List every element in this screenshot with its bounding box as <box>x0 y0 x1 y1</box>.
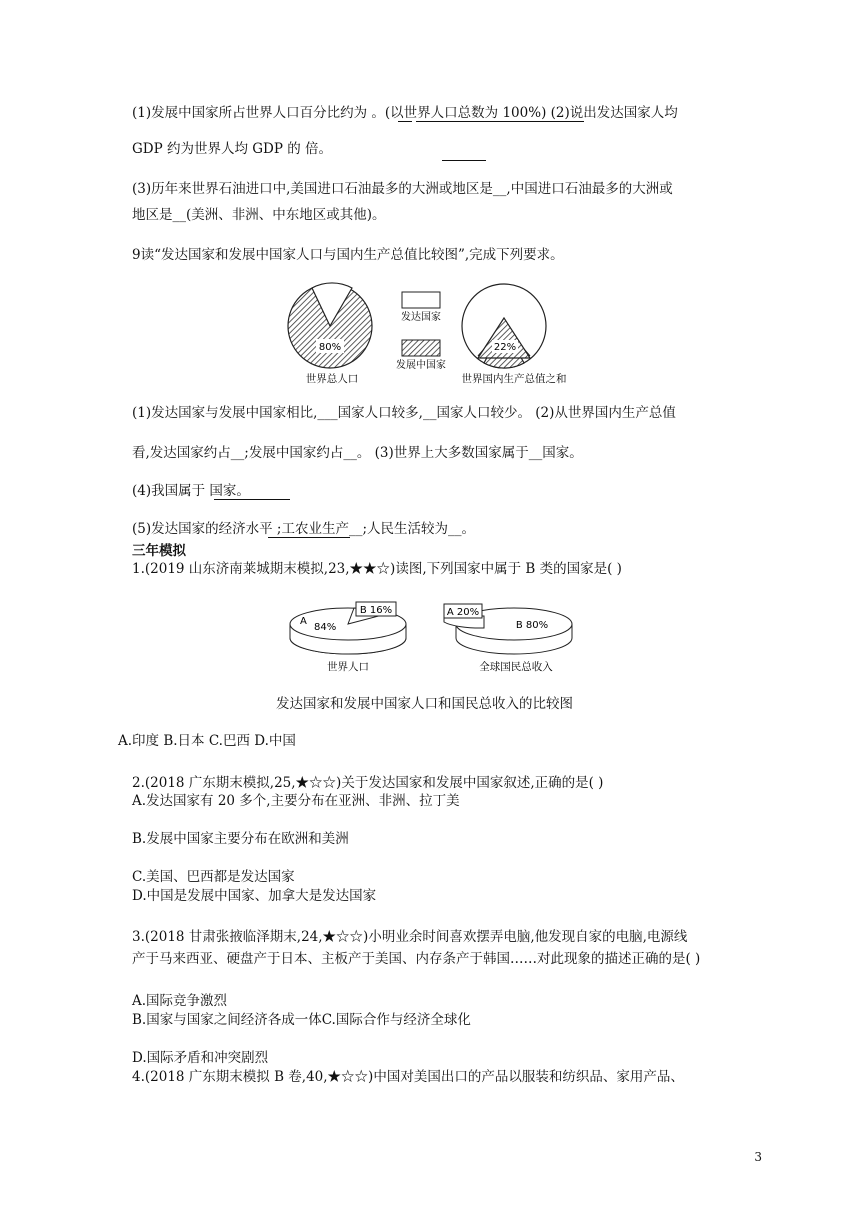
q9-subq4: (4)我国属于 国家。 <box>132 483 250 499</box>
left-slice-b-label: B 16% <box>359 605 393 616</box>
page-number: 3 <box>754 1150 762 1164</box>
section-title: 三年模拟 <box>132 543 186 559</box>
q8-line2: GDP 约为世界人均 GDP 的 倍。 <box>132 141 333 157</box>
left-disc-chart <box>290 602 406 654</box>
left-pie-chart <box>288 283 372 368</box>
answer-blank-underline <box>416 121 584 122</box>
right-pie-chart <box>462 284 546 368</box>
m2-option-c: C.美国、巴西都是发达国家 <box>132 869 295 885</box>
m3-option-bc: B.国家与国家之间经济各成一体C.国际合作与经济全球化 <box>132 1012 471 1028</box>
m1-figure-title: 发达国家和发展中国家人口和国民总收入的比较图 <box>276 696 573 712</box>
m1-options: A.印度 B.日本 C.巴西 D.中国 <box>118 733 296 749</box>
m1-stem: 1.(2019 山东济南莱城期末模拟,23,★★☆)读图,下列国家中属于 B 类的国家是( ) <box>132 561 622 577</box>
m2-stem: 2.(2018 广东期末模拟,25,★☆☆)关于发达国家和发展中国家叙述,正确的是( ) <box>132 775 604 791</box>
right-slice-a-label: A 20% <box>446 607 480 618</box>
right-pie-value: 22% <box>493 342 517 353</box>
q9-subq1: (1)发达国家与发展中国家相比,___国家人口较多,__国家人口较少。 (2)从世界国内生产总值 <box>132 405 676 421</box>
left-slice-a-value: 84% <box>314 622 337 633</box>
left-disc-caption: 世界人口 <box>327 661 369 673</box>
pie-comparison-figure <box>282 278 582 388</box>
answer-blank <box>442 160 486 161</box>
m3-stem-line1: 3.(2018 甘肃张掖临泽期末,24,★☆☆)小明业余时间喜欢摆弄电脑,他发现自家的电脑,电源线 <box>132 929 688 945</box>
right-disc-chart <box>444 604 572 654</box>
m3-stem-line2: 产于马来西亚、硬盘产于日本、主板产于美国、内存条产于韩国……对此现象的描述正确的是( ) <box>132 951 701 967</box>
answer-blank-underline <box>268 537 350 538</box>
legend-developed-label: 发达国家 <box>401 312 441 323</box>
left-slice-a-letter: A <box>300 616 307 627</box>
q8-line1: (1)发展中国家所占世界人口百分比约为 。(以世界人口总数为 100%) (2)说出发达国家人均 <box>132 105 678 121</box>
right-disc-caption: 全球国民总收入 <box>479 661 553 673</box>
q9-intro: 9读“发达国家和发展中国家人口与国内生产总值比较图”,完成下列要求。 <box>132 247 564 263</box>
m3-option-d: D.国际矛盾和冲突剧烈 <box>132 1050 269 1066</box>
m2-option-d: D.中国是发展中国家、加拿大是发达国家 <box>132 888 377 904</box>
m2-option-a: A.发达国家有 20 多个,主要分布在亚洲、非洲、拉丁美 <box>132 793 460 809</box>
legend-developed-swatch <box>402 292 440 308</box>
left-pie-caption: 世界总人口 <box>305 373 359 385</box>
legend-developing-swatch <box>402 340 440 356</box>
m3-option-a: A.国际竞争激烈 <box>132 993 228 1009</box>
q9-subq5: (5)发达国家的经济水平 ;工农业生产__;人民生活较为__。 <box>132 521 476 537</box>
answer-blank-underline <box>214 499 290 500</box>
legend-developing-label: 发展中国家 <box>396 360 446 371</box>
q9-subq2: 看,发达国家约占__;发展中国家约占__。 (3)世界上大多数国家属于__国家。 <box>132 445 583 461</box>
left-pie-value: 80% <box>318 342 342 353</box>
right-slice-b-label: B 80% <box>515 620 549 631</box>
m2-option-b: B.发展中国家主要分布在欧洲和美洲 <box>132 831 349 847</box>
q8-line3: (3)历年来世界石油进口中,美国进口石油最多的大洲或地区是__,中国进口石油最多的大洲或 <box>132 181 673 197</box>
right-pie-caption: 世界国内生产总值之和 <box>461 373 567 385</box>
disc-comparison-figure <box>284 594 584 680</box>
answer-blank <box>398 121 412 122</box>
m4-stem: 4.(2018 广东期末模拟 B 卷,40,★☆☆)中国对美国出口的产品以服装和纺织品、家用产品、 <box>132 1069 684 1085</box>
q8-line4: 地区是__(美洲、非洲、中东地区或其他)。 <box>132 207 386 223</box>
